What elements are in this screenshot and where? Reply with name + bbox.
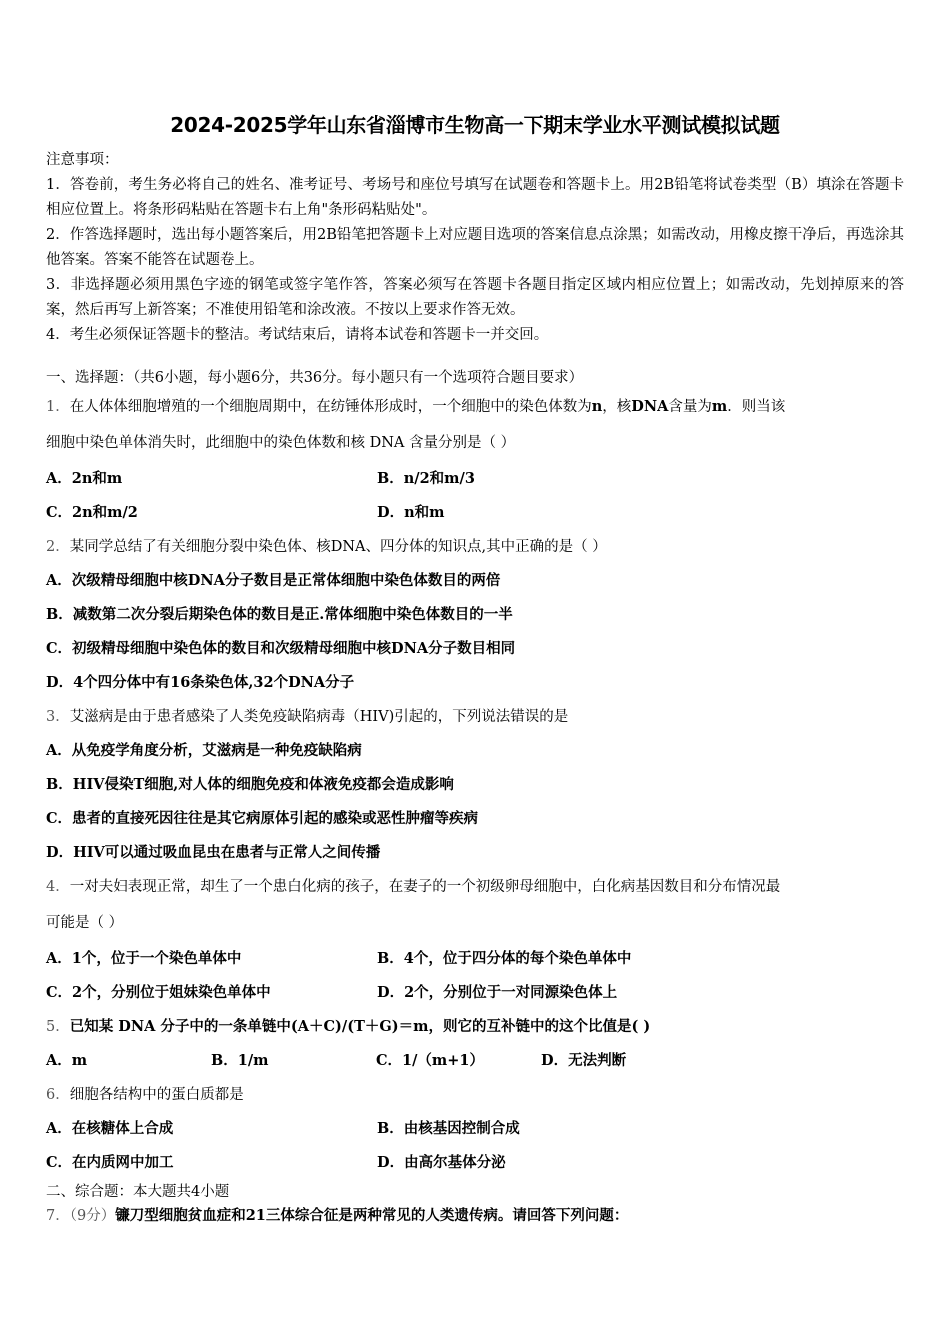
option-d: D．4个四分体中有16条染色体,32个DNA分子 <box>46 674 355 691</box>
option-c: C．1/（m+1） <box>376 1052 485 1069</box>
question-7-stem: 7．（9分）镰刀型细胞贫血症和21三体综合征是两种常见的人类遗传病。请回答下列问题： <box>46 1207 629 1224</box>
question-1-options-row-2 <box>46 496 904 530</box>
option-d: D．由高尔基体分泌 <box>377 1154 506 1171</box>
notice-heading: 注意事项： <box>46 152 119 168</box>
notice-item-3: 3．非选择题必须用黑色字迹的钢笔或签字笔作答，答案必须写在答题卡各题目指定区域内相应位置上；如需改动，先划掉原来的答案，然后再写上新答案；不准使用铅笔和涂改液。不按以上要求作答无效。 <box>46 277 904 318</box>
page-title: 2024-2025学年山东省淄博市生物高一下期末学业水平测试模拟试题 <box>170 113 780 137</box>
option-a: A．m <box>46 1052 88 1069</box>
section-2-heading: 二、综合题：本大题共4小题 <box>46 1184 230 1200</box>
question-5-stem: 5．已知某 DNA 分子中的一条单链中(A＋C)/(T＋G)＝m，则它的互补链中的这个比值是( ) <box>46 1018 651 1035</box>
question-1-stem-line-2: 细胞中染色单体消失时，此细胞中的染色体数和核 DNA 含量分别是（ ） <box>46 435 516 451</box>
notice-block <box>46 148 904 348</box>
question-number: 5． <box>46 1019 70 1035</box>
question-1-stem: 1．在人体体细胞增殖的一个细胞周期中，在纺锤体形成时，一个细胞中的染色体数为n，核DNA含量为m．则当该 <box>46 398 786 415</box>
question-4-options-row-1 <box>46 942 904 976</box>
option-c: C．2个，分别位于姐妹染色单体中 <box>46 984 271 1001</box>
question-4-stem: 4．一对夫妇表现正常，却生了一个患白化病的孩子，在妻子的一个初级卵母细胞中，白化病基因数目和分布情况最 <box>46 879 781 895</box>
option-c: C．2n和m/2 <box>46 504 138 521</box>
option-b: B．4个，位于四分体的每个染色单体中 <box>377 950 632 967</box>
option-d: D．无法判断 <box>541 1052 627 1069</box>
question-3-stem: 3．艾滋病是由于患者感染了人类免疫缺陷病毒（HIV)引起的，下列说法错误的是 <box>46 709 569 725</box>
notice-item-1: 1．答卷前，考生务必将自己的姓名、准考证号、考场号和座位号填写在试题卷和答题卡上。用2B铅笔将试卷类型（B）填涂在答题卡相应位置上。将条形码粘贴在答题卡右上角"条形码粘贴处"。 <box>46 177 904 218</box>
option-c: C．患者的直接死因往往是其它病原体引起的感染或恶性肿瘤等疾病 <box>46 810 479 827</box>
option-b: B．n/2和m/3 <box>377 470 475 487</box>
option-d: D．n和m <box>377 504 445 521</box>
option-b: B．由核基因控制合成 <box>377 1120 520 1137</box>
notice-item-4: 4．考生必须保证答题卡的整洁。考试结束后，请将本试卷和答题卡一并交回。 <box>46 327 549 343</box>
question-1-options-row-1 <box>46 462 904 496</box>
question-5-options-row <box>46 1044 904 1078</box>
option-b: B．1/m <box>211 1052 269 1069</box>
option-d: D．2个，分别位于一对同源染色体上 <box>377 984 618 1001</box>
exam-page <box>46 108 904 1228</box>
option-c: C．在内质网中加工 <box>46 1154 174 1171</box>
question-4-options-row-2 <box>46 976 904 1010</box>
question-6-options-row-2 <box>46 1146 904 1180</box>
notice-item-2: 2．作答选择题时，选出每小题答案后，用2B铅笔把答题卡上对应题目选项的答案信息点涂黑；如需改动，用橡皮擦干净后，再选涂其他答案。答案不能答在试题卷上。 <box>46 227 904 268</box>
question-number: 7． <box>46 1208 70 1224</box>
question-number: 4． <box>46 879 70 895</box>
question-number: 6． <box>46 1087 70 1103</box>
question-score: （9分） <box>69 1208 116 1224</box>
question-number: 2． <box>46 539 70 555</box>
option-a: A．2n和m <box>46 470 123 487</box>
question-number: 1． <box>46 399 70 415</box>
option-a: A．在核糖体上合成 <box>46 1120 174 1137</box>
option-a: A．次级精母细胞中核DNA分子数目是正常体细胞中染色体数目的两倍 <box>46 572 501 589</box>
question-6-stem: 6．细胞各结构中的蛋白质都是 <box>46 1087 244 1103</box>
option-a: A．从免疫学角度分析，艾滋病是一种免疫缺陷病 <box>46 742 362 759</box>
question-2-stem: 2．某同学总结了有关细胞分裂中染色体、核DNA、四分体的知识点,其中正确的是（ ） <box>46 539 607 555</box>
option-c: C．初级精母细胞中染色体的数目和次级精母细胞中核DNA分子数目相同 <box>46 640 516 657</box>
section-1-heading: 一、选择题：（共6小题，每小题6分，共36分。每小题只有一个选项符合题目要求） <box>46 370 584 386</box>
option-a: A．1个，位于一个染色单体中 <box>46 950 242 967</box>
question-6-options-row-1 <box>46 1112 904 1146</box>
option-b: B．减数第二次分裂后期染色体的数目是正.常体细胞中染色体数目的一半 <box>46 606 513 623</box>
option-b: B．HIV侵染T细胞,对人体的细胞免疫和体液免疫都会造成影响 <box>46 776 454 793</box>
option-d: D．HIV可以通过吸血昆虫在患者与正常人之间传播 <box>46 844 381 861</box>
question-4-stem-line-2: 可能是（ ） <box>46 915 124 931</box>
question-number: 3． <box>46 709 70 725</box>
